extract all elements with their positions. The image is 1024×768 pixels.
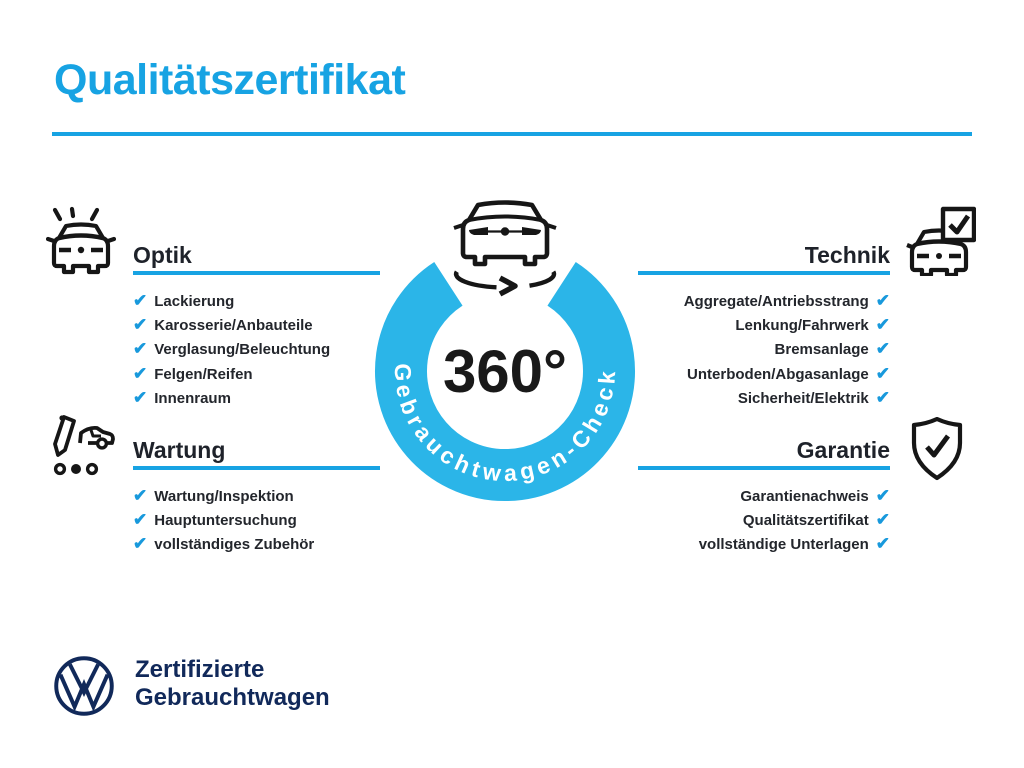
checklist-item: [133, 338, 380, 362]
checklist-item-label: Wartung/Inspektion: [154, 487, 294, 505]
checklist-item: [133, 387, 380, 411]
check-icon: ✔: [133, 290, 148, 310]
check-icon: ✔: [133, 388, 148, 408]
checklist-item-label: Verglasung/Beleuchtung: [154, 341, 331, 359]
checklist-item: [133, 362, 380, 386]
section-garantie-title: Garantie: [796, 437, 890, 463]
checklist-item: [638, 289, 890, 313]
optik-checklist: [133, 289, 380, 411]
section-optik: [133, 243, 380, 411]
section-technik-underline: [638, 271, 890, 275]
checklist-item: [133, 508, 380, 532]
checklist-item: [638, 338, 890, 362]
section-garantie-underline: [638, 466, 890, 470]
checklist-item-label: Felgen/Reifen: [154, 365, 253, 383]
title-divider: [52, 132, 972, 136]
check-icon: ✔: [875, 510, 890, 530]
checklist-item-label: Aggregate/Antriebsstrang: [683, 292, 869, 310]
checklist-item: [133, 289, 380, 313]
check-icon: ✔: [133, 485, 148, 505]
checklist-item-label: Hauptuntersuchung: [154, 512, 297, 530]
checklist-item-label: Qualitätszertifikat: [742, 512, 869, 530]
garantie-checklist: [638, 484, 890, 557]
checklist-item-label: vollständige Unterlagen: [698, 536, 869, 554]
checklist-item: [638, 484, 890, 508]
checklist-item: [638, 313, 890, 337]
checklist-item: [638, 533, 890, 557]
footer-brand-text: [135, 656, 330, 712]
checklist-item: [638, 387, 890, 411]
checklist-item: [133, 484, 380, 508]
ring-curved-label: Gebrauchtwagen-Check: [389, 363, 621, 487]
checklist-item: [133, 533, 380, 557]
check-icon: ✔: [133, 534, 148, 554]
check-icon: ✔: [875, 388, 890, 408]
check-icon: ✔: [875, 315, 890, 335]
section-technik-title: Technik: [804, 242, 890, 268]
section-wartung-underline: [133, 466, 380, 470]
checklist-item-label: Garantienachweis: [740, 487, 869, 505]
vw-logo: [52, 654, 116, 718]
section-optik-underline: [133, 271, 380, 275]
car-checkbox-icon: [906, 206, 976, 276]
section-wartung-title: Wartung: [133, 437, 226, 463]
footer-line2: Gebrauchtwagen: [135, 684, 330, 711]
footer-line1: Zertifizierte: [135, 656, 265, 683]
checklist-item-label: Sicherheit/Elektrik: [737, 390, 869, 408]
360-check-ring: [330, 166, 680, 516]
sparkling-car-icon: [46, 206, 116, 276]
check-icon: ✔: [875, 339, 890, 359]
checklist-item-label: vollständiges Zubehör: [154, 536, 315, 554]
checklist-item: [638, 508, 890, 532]
check-icon: ✔: [133, 510, 148, 530]
check-icon: ✔: [875, 485, 890, 505]
technik-checklist: [638, 289, 890, 411]
checklist-item-label: Karosserie/Anbauteile: [154, 317, 313, 335]
shield-check-icon: [908, 417, 966, 481]
wartung-checklist: [133, 484, 380, 557]
check-icon: ✔: [875, 534, 890, 554]
checklist-item-label: Unterboden/Abgasanlage: [687, 365, 869, 383]
checklist-item-label: Lenkung/Fahrwerk: [735, 317, 869, 335]
check-icon: ✔: [133, 363, 148, 383]
checklist-item: [133, 313, 380, 337]
check-icon: ✔: [133, 339, 148, 359]
check-icon: ✔: [875, 363, 890, 383]
section-garantie: [638, 438, 890, 557]
section-technik: [638, 243, 890, 411]
checklist-item-label: Innenraum: [154, 390, 231, 408]
service-checklist-icon: [46, 414, 116, 480]
checklist-item-label: Lackierung: [154, 292, 235, 310]
rotating-car-icon: [454, 203, 556, 295]
check-icon: ✔: [875, 290, 890, 310]
check-icon: ✔: [133, 315, 148, 335]
section-optik-title: Optik: [133, 242, 192, 268]
degree-label: 360°: [442, 338, 568, 405]
checklist-item-label: Bremsanlage: [774, 341, 869, 359]
page-title: Qualitätszertifikat: [54, 56, 406, 104]
checklist-item: [638, 362, 890, 386]
section-wartung: [133, 438, 380, 557]
